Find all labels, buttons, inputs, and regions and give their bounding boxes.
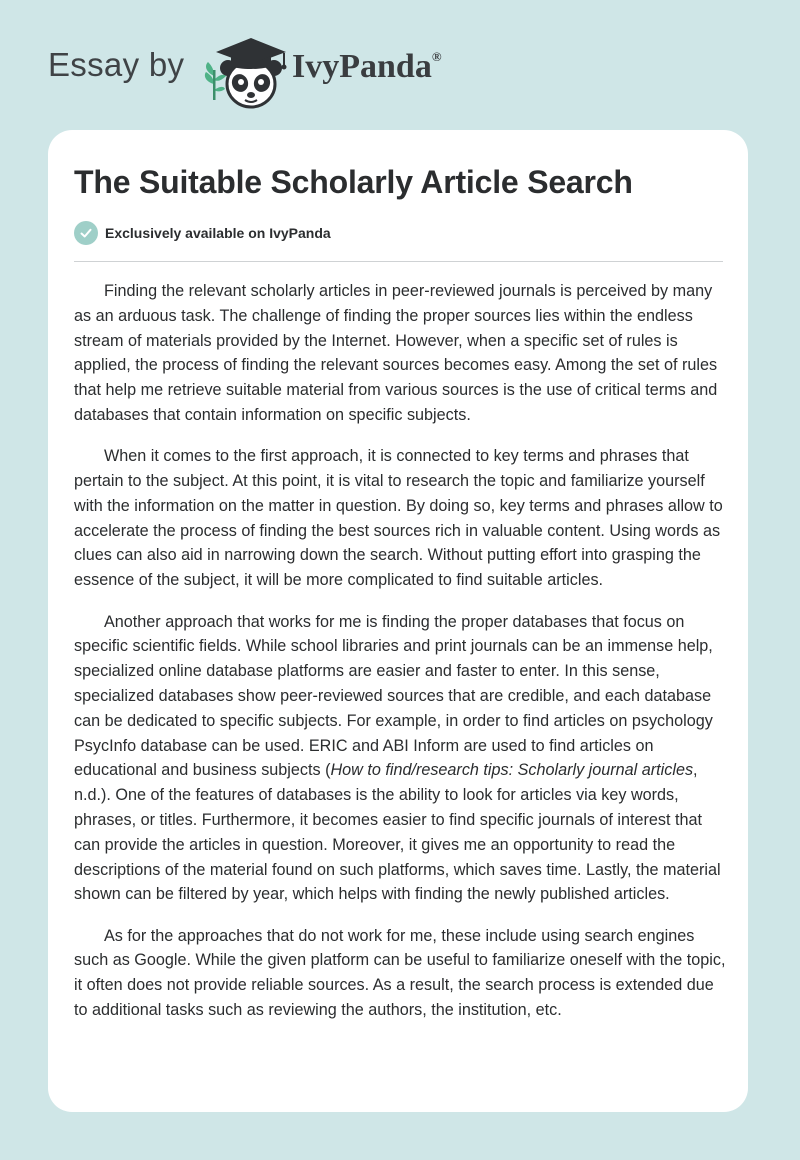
exclusive-badge [74, 221, 331, 245]
panda-graduate-icon[interactable] [200, 36, 292, 110]
check-icon [74, 221, 98, 245]
title-divider [74, 261, 723, 262]
essay-by-label: Essay by [48, 46, 185, 83]
site-header [0, 0, 800, 130]
exclusive-badge-text: Exclusively available on IvyPanda [105, 225, 331, 241]
page-title: The Suitable Scholarly Article Search [74, 164, 633, 200]
essay-card [48, 130, 748, 1112]
citation-title: How to find/research tips: Scholarly journal articles [330, 761, 694, 780]
paragraph-3-text-before: Another approach that works for me is finding the proper databases that focus on specific scientific fields. While school libraries and print journals can be an immense help, specialized online database platforms are easier and faster to enter. In this sense, specialized databases show peer-reviewed sources that are credible, and each database can be dedicated to specific subjects. For example, in order to find articles on psychology PsycInfo database can be used. ERIC and ABI Inform are used to find articles on educational and business subjects ( [74, 612, 713, 780]
paragraph-3-text-after: , n.d.). One of the features of databases is the ability to look for articles via key words, phrases, or titles. Furthermore, it becomes easier to find specific journals of interest that can provide the articles in question. Moreover, it gives me an opportunity to read the descriptions of the material found on such platforms, which saves time. Lastly, the material shown can be filtered by year, which helps with finding the newly published articles. [74, 761, 721, 904]
brand-name-text: IvyPanda [292, 48, 432, 85]
brand-name[interactable] [292, 48, 442, 86]
registered-mark: ® [431, 48, 442, 64]
paragraph-1: Finding the relevant scholarly articles in peer-reviewed journals is perceived by many as an arduous task. The challenge of finding the proper sources lies within the endless stream of materials provided by the Internet. However, when a specific set of rules is applied, the process of finding the relevant sources becomes easy. Among the set of rules that help me retrieve suitable material from various sources is the use of critical terms and databases that contain information on specific subjects. [74, 282, 718, 424]
essay-body [74, 279, 726, 1039]
paragraph-2: When it comes to the first approach, it is connected to key terms and phrases that pertain to the subject. At this point, it is vital to research the topic and familiarize yourself with the information on the matter in question. By doing so, key terms and phrases allow to accelerate the process of finding the best sources rich in valuable content. Using words as clues can also aid in narrowing down the search. Without putting effort into grasping the essence of the subject, it will be more complicated to find suitable articles. [74, 447, 723, 590]
paragraph-3 [74, 610, 726, 908]
paragraph-4: As for the approaches that do not work for me, these include using search engines such as Google. While the given platform can be useful to familiarize oneself with the topic, it often does not provide reliable sources. As a result, the search process is extended due to additional tasks such as reviewing the authors, the institution, etc. [74, 926, 726, 1020]
